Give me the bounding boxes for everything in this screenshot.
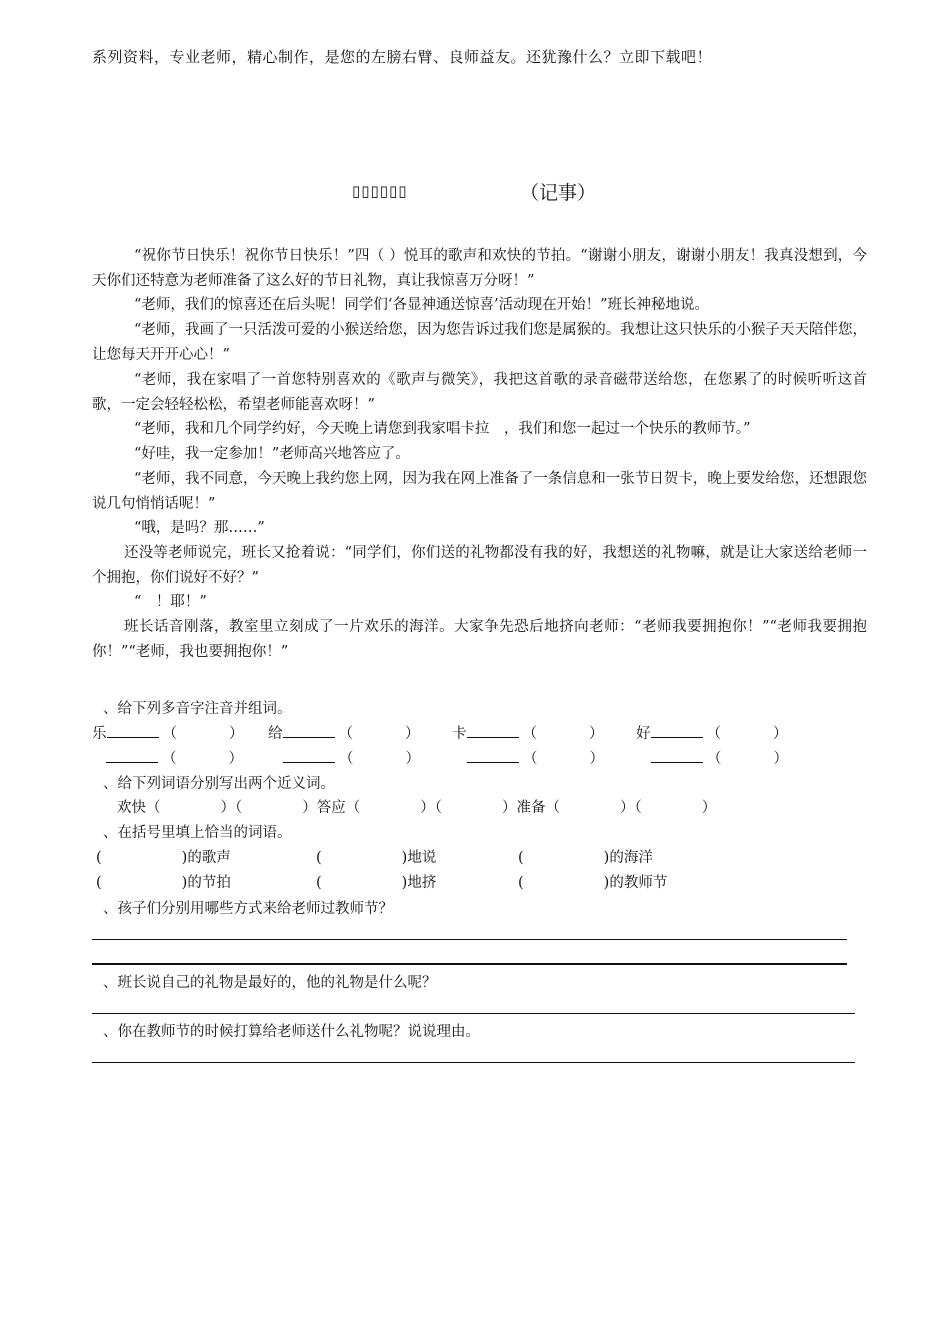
paren-close: ） — [228, 751, 243, 767]
paren-open: （ — [235, 800, 243, 816]
paren-open: （ — [545, 800, 560, 816]
pinyin-blank[interactable] — [651, 746, 703, 763]
q3-item-4 — [96, 871, 231, 892]
paragraph-11: 班长话音刚落，教室里立刻成了一片欢乐的海洋。大家争先恐后地挤向老师：“老师我要拥抱你！”“老师我要拥抱你！”“老师，我也要拥抱你！” — [92, 619, 867, 660]
pinyin-blank[interactable] — [106, 746, 158, 763]
q1-row-1 — [92, 721, 244, 743]
paren-close: ） — [589, 751, 604, 767]
q3-item-1 — [96, 846, 231, 867]
q3-item-2 — [316, 846, 436, 867]
paren-open: ( — [518, 850, 524, 866]
q1-gei-group — [268, 721, 420, 743]
question-6: 、你在教师节的时候打算给老师送什么礼物呢？说说理由。 — [103, 1024, 480, 1040]
paren-close: ） — [701, 800, 717, 816]
pinyin-blank[interactable] — [283, 721, 335, 738]
paragraph-9: 还没等老师说完，班长又抢着说：“同学们，你们送的礼物都没有我的好，我想送的礼物嘛，就是让大家送给老师一个拥抱，你们说好不好？” — [92, 545, 867, 586]
pinyin-blank[interactable] — [283, 746, 335, 763]
paren-close: ） — [302, 800, 317, 816]
paragraph-4: “老师，我在家唱了一首您特别喜欢的《歌声与微笑》，我把这首歌的录音磁带送给您，在您累了的时候听听这首歌，一定会轻轻松松，希望老师能喜欢呀！” — [92, 372, 867, 413]
paren-open: （ — [162, 751, 177, 767]
q2-word-huankuai: 欢快 — [117, 800, 146, 816]
q2-row — [117, 796, 716, 817]
question-1: 、给下列多音字注音并组词。 — [103, 701, 292, 717]
paren-close: ） — [502, 800, 517, 816]
answer-line-q5[interactable] — [92, 1013, 855, 1014]
paren-close: ） — [405, 751, 420, 767]
paren-close: ） — [405, 726, 420, 742]
q1-row-2b — [283, 746, 420, 768]
paragraph-6: “好哇，我一定参加！”老师高兴地答应了。 — [134, 446, 410, 462]
q3-suffix: )的海洋 — [603, 850, 653, 866]
pinyin-blank[interactable] — [651, 721, 703, 738]
q1-char-hao: 好 — [636, 726, 651, 742]
q3-item-6 — [518, 871, 667, 892]
paren-close: ） — [773, 751, 788, 767]
q1-char-ka: 卡 — [452, 726, 467, 742]
paragraph-2: “老师，我们的惊喜还在后头呢！同学们‘各显神通送惊喜’活动现在开始！”班长神秘地说。 — [134, 297, 710, 313]
paragraph-10: “ ！耶！” — [134, 594, 207, 610]
paren-open: ( — [316, 850, 322, 866]
paragraph-3: “老师，我画了一只活泼可爱的小猴送给您，因为您告诉过我们您是属猴的。我想让这只快乐的小猴子天天陪伴您，让您每天开开心心！” — [92, 322, 867, 363]
pinyin-blank[interactable] — [107, 721, 159, 738]
paren-open: ( — [96, 875, 102, 891]
paren-close: ） — [773, 726, 788, 742]
article-title: ▯▯▯▯▯▯ — [352, 182, 408, 200]
paren-close: ） — [420, 800, 435, 816]
paragraph-1: “祝你节日快乐！祝你节日快乐！”四（ ）悦耳的歌声和欢快的节拍。“谢谢小朋友，谢谢小朋友！我真没想到，今天你们还特意为老师准备了这么好的节日礼物，真让我惊喜万分呀！” — [92, 248, 867, 289]
paragraph-7: “老师，我不同意，今天晚上我约您上网，因为我在网上准备了一条信息和一张节日贺卡，晚上要发给您，还想跟您说几句悄悄话呢！” — [92, 471, 867, 512]
question-4: 、孩子们分别用哪些方式来给老师过教师节？ — [103, 901, 393, 917]
paren-close: ） — [220, 800, 235, 816]
pinyin-blank[interactable] — [467, 746, 519, 763]
q3-suffix: )的歌声 — [181, 850, 231, 866]
paren-open: （ — [345, 800, 361, 816]
question-5: 、班长说自己的礼物是最好的，他的礼物是什么呢？ — [103, 975, 437, 991]
q3-suffix: )地说 — [401, 850, 437, 866]
q1-char-le: 乐 — [92, 726, 107, 742]
paragraph-8: “哦，是吗？那……” — [134, 520, 265, 536]
article-genre-tag: （记事） — [520, 182, 597, 204]
q1-row-2a — [106, 746, 243, 768]
pinyin-blank[interactable] — [467, 721, 519, 738]
q2-word-daying: 答应 — [316, 800, 346, 816]
q1-ka-group — [452, 721, 604, 743]
paren-open: （ — [434, 800, 442, 816]
promo-banner: 系列资料，专业老师，精心制作，是您的左膀右臂、良师益友。还犹豫什么？立即下载吧！ — [92, 48, 713, 66]
paren-open: （ — [338, 726, 353, 742]
q1-row-2d — [651, 746, 788, 768]
q1-char-gei: 给 — [268, 726, 283, 742]
paren-close: ） — [229, 726, 244, 742]
paren-open: （ — [634, 800, 642, 816]
paren-close: ） — [589, 726, 604, 742]
paragraph-5: “老师，我和几个同学约好，今天晚上请您到我家唱卡拉 ，我们和您一起过一个快乐的教师节。” — [134, 421, 751, 437]
paren-open: ( — [96, 850, 102, 866]
q3-item-5 — [316, 871, 436, 892]
paren-open: （ — [706, 726, 721, 742]
paren-open: （ — [707, 751, 722, 767]
q2-word-zhunbei: 准备 — [516, 800, 546, 816]
q1-row-2c — [467, 746, 604, 768]
paren-open: ( — [518, 875, 524, 891]
answer-line-q4-2[interactable] — [92, 963, 847, 965]
paren-open: （ — [146, 800, 161, 816]
paren-close: ） — [620, 800, 635, 816]
q3-item-3 — [518, 846, 653, 867]
q3-suffix: )的节拍 — [181, 875, 231, 891]
paren-open: ( — [316, 875, 322, 891]
paren-open: （ — [523, 751, 538, 767]
paren-open: （ — [522, 726, 537, 742]
paren-open: （ — [339, 751, 354, 767]
q3-suffix: )的教师节 — [603, 875, 668, 891]
question-3: 、在括号里填上恰当的词语。 — [103, 825, 292, 841]
answer-line-q4-1[interactable] — [92, 939, 847, 940]
question-2: 、给下列词语分别写出两个近义词。 — [103, 776, 335, 792]
answer-line-q6[interactable] — [92, 1062, 855, 1063]
paren-open: （ — [162, 726, 177, 742]
q1-hao-group — [636, 721, 788, 743]
q3-suffix: )地挤 — [401, 875, 437, 891]
